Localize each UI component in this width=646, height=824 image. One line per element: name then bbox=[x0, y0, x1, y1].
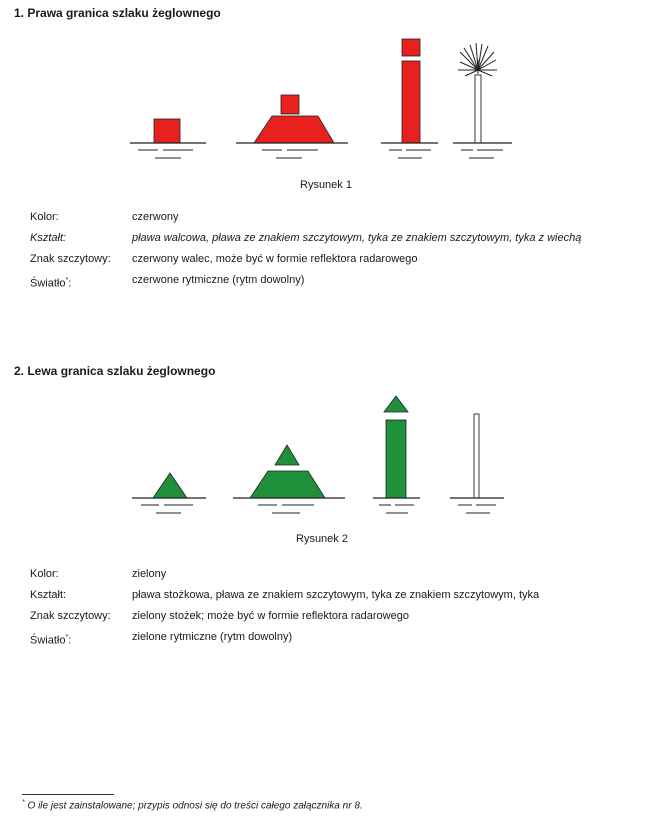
footnote-divider bbox=[22, 794, 114, 795]
spar-with-topmark-green bbox=[373, 396, 420, 513]
property-color bbox=[30, 564, 539, 585]
section-1-heading: 1. Prawa granica szlaku żeglownego bbox=[14, 6, 221, 20]
property-value: pława walcowa, pława ze znakiem szczytowym, tyka ze znakiem szczytowym, tyka z wiechą bbox=[132, 232, 582, 244]
figure-1-caption: Rysunek 1 bbox=[300, 179, 352, 191]
topmark-buoy-red bbox=[236, 95, 348, 158]
section-2-properties bbox=[30, 564, 539, 652]
footnote bbox=[22, 799, 363, 811]
label-suffix: : bbox=[68, 277, 72, 290]
property-label bbox=[30, 270, 132, 295]
property-value: zielony stożek; może być w formie reflektora radarowego bbox=[132, 610, 409, 622]
label-text: Światło bbox=[30, 277, 66, 290]
property-label: Kształt: bbox=[30, 232, 67, 244]
label-suffix: : bbox=[68, 634, 72, 647]
property-label: Kolor: bbox=[30, 211, 59, 223]
spar-with-topmark-red bbox=[381, 39, 438, 158]
label-text: Światło bbox=[30, 634, 66, 647]
property-value: zielony bbox=[132, 568, 167, 580]
property-light bbox=[30, 627, 539, 652]
footnote-mark: * bbox=[22, 799, 25, 806]
section-2-heading: 2. Lewa granica szlaku żeglownego bbox=[14, 364, 216, 378]
property-shape bbox=[30, 585, 539, 606]
property-color bbox=[30, 207, 581, 228]
section-1-properties bbox=[30, 207, 581, 295]
property-topmark bbox=[30, 249, 581, 270]
footnote-mark: * bbox=[65, 634, 69, 641]
figure-2 bbox=[0, 388, 646, 528]
topmark-buoy-green bbox=[233, 445, 345, 513]
property-value: pława stożkowa, pława ze znakiem szczytowym, tyka ze znakiem szczytowym, tyka bbox=[132, 589, 540, 601]
footnote-mark: * bbox=[65, 277, 69, 284]
property-value: czerwony bbox=[132, 211, 179, 223]
property-label bbox=[30, 627, 132, 652]
property-topmark bbox=[30, 606, 539, 627]
property-label: Znak szczytowy: bbox=[30, 253, 111, 265]
can-buoy-red bbox=[130, 119, 206, 158]
figure-2-caption: Rysunek 2 bbox=[296, 533, 348, 545]
conical-buoy-green bbox=[132, 473, 206, 513]
property-shape bbox=[30, 228, 581, 249]
property-value: czerwone rytmiczne (rytm dowolny) bbox=[132, 274, 305, 286]
spar-with-broom bbox=[453, 43, 512, 158]
property-value: czerwony walec, może być w formie reflektora radarowego bbox=[132, 253, 418, 265]
footnote-text: O ile jest zainstalowane; przypis odnosi się do treści całego załącznika nr 8. bbox=[27, 800, 363, 812]
property-light bbox=[30, 270, 581, 295]
property-value: zielone rytmiczne (rytm dowolny) bbox=[132, 631, 293, 643]
plain-spar bbox=[450, 414, 504, 513]
property-label: Kolor: bbox=[30, 568, 59, 580]
property-label: Kształt: bbox=[30, 589, 67, 601]
property-label: Znak szczytowy: bbox=[30, 610, 111, 622]
figure-1 bbox=[0, 30, 646, 170]
